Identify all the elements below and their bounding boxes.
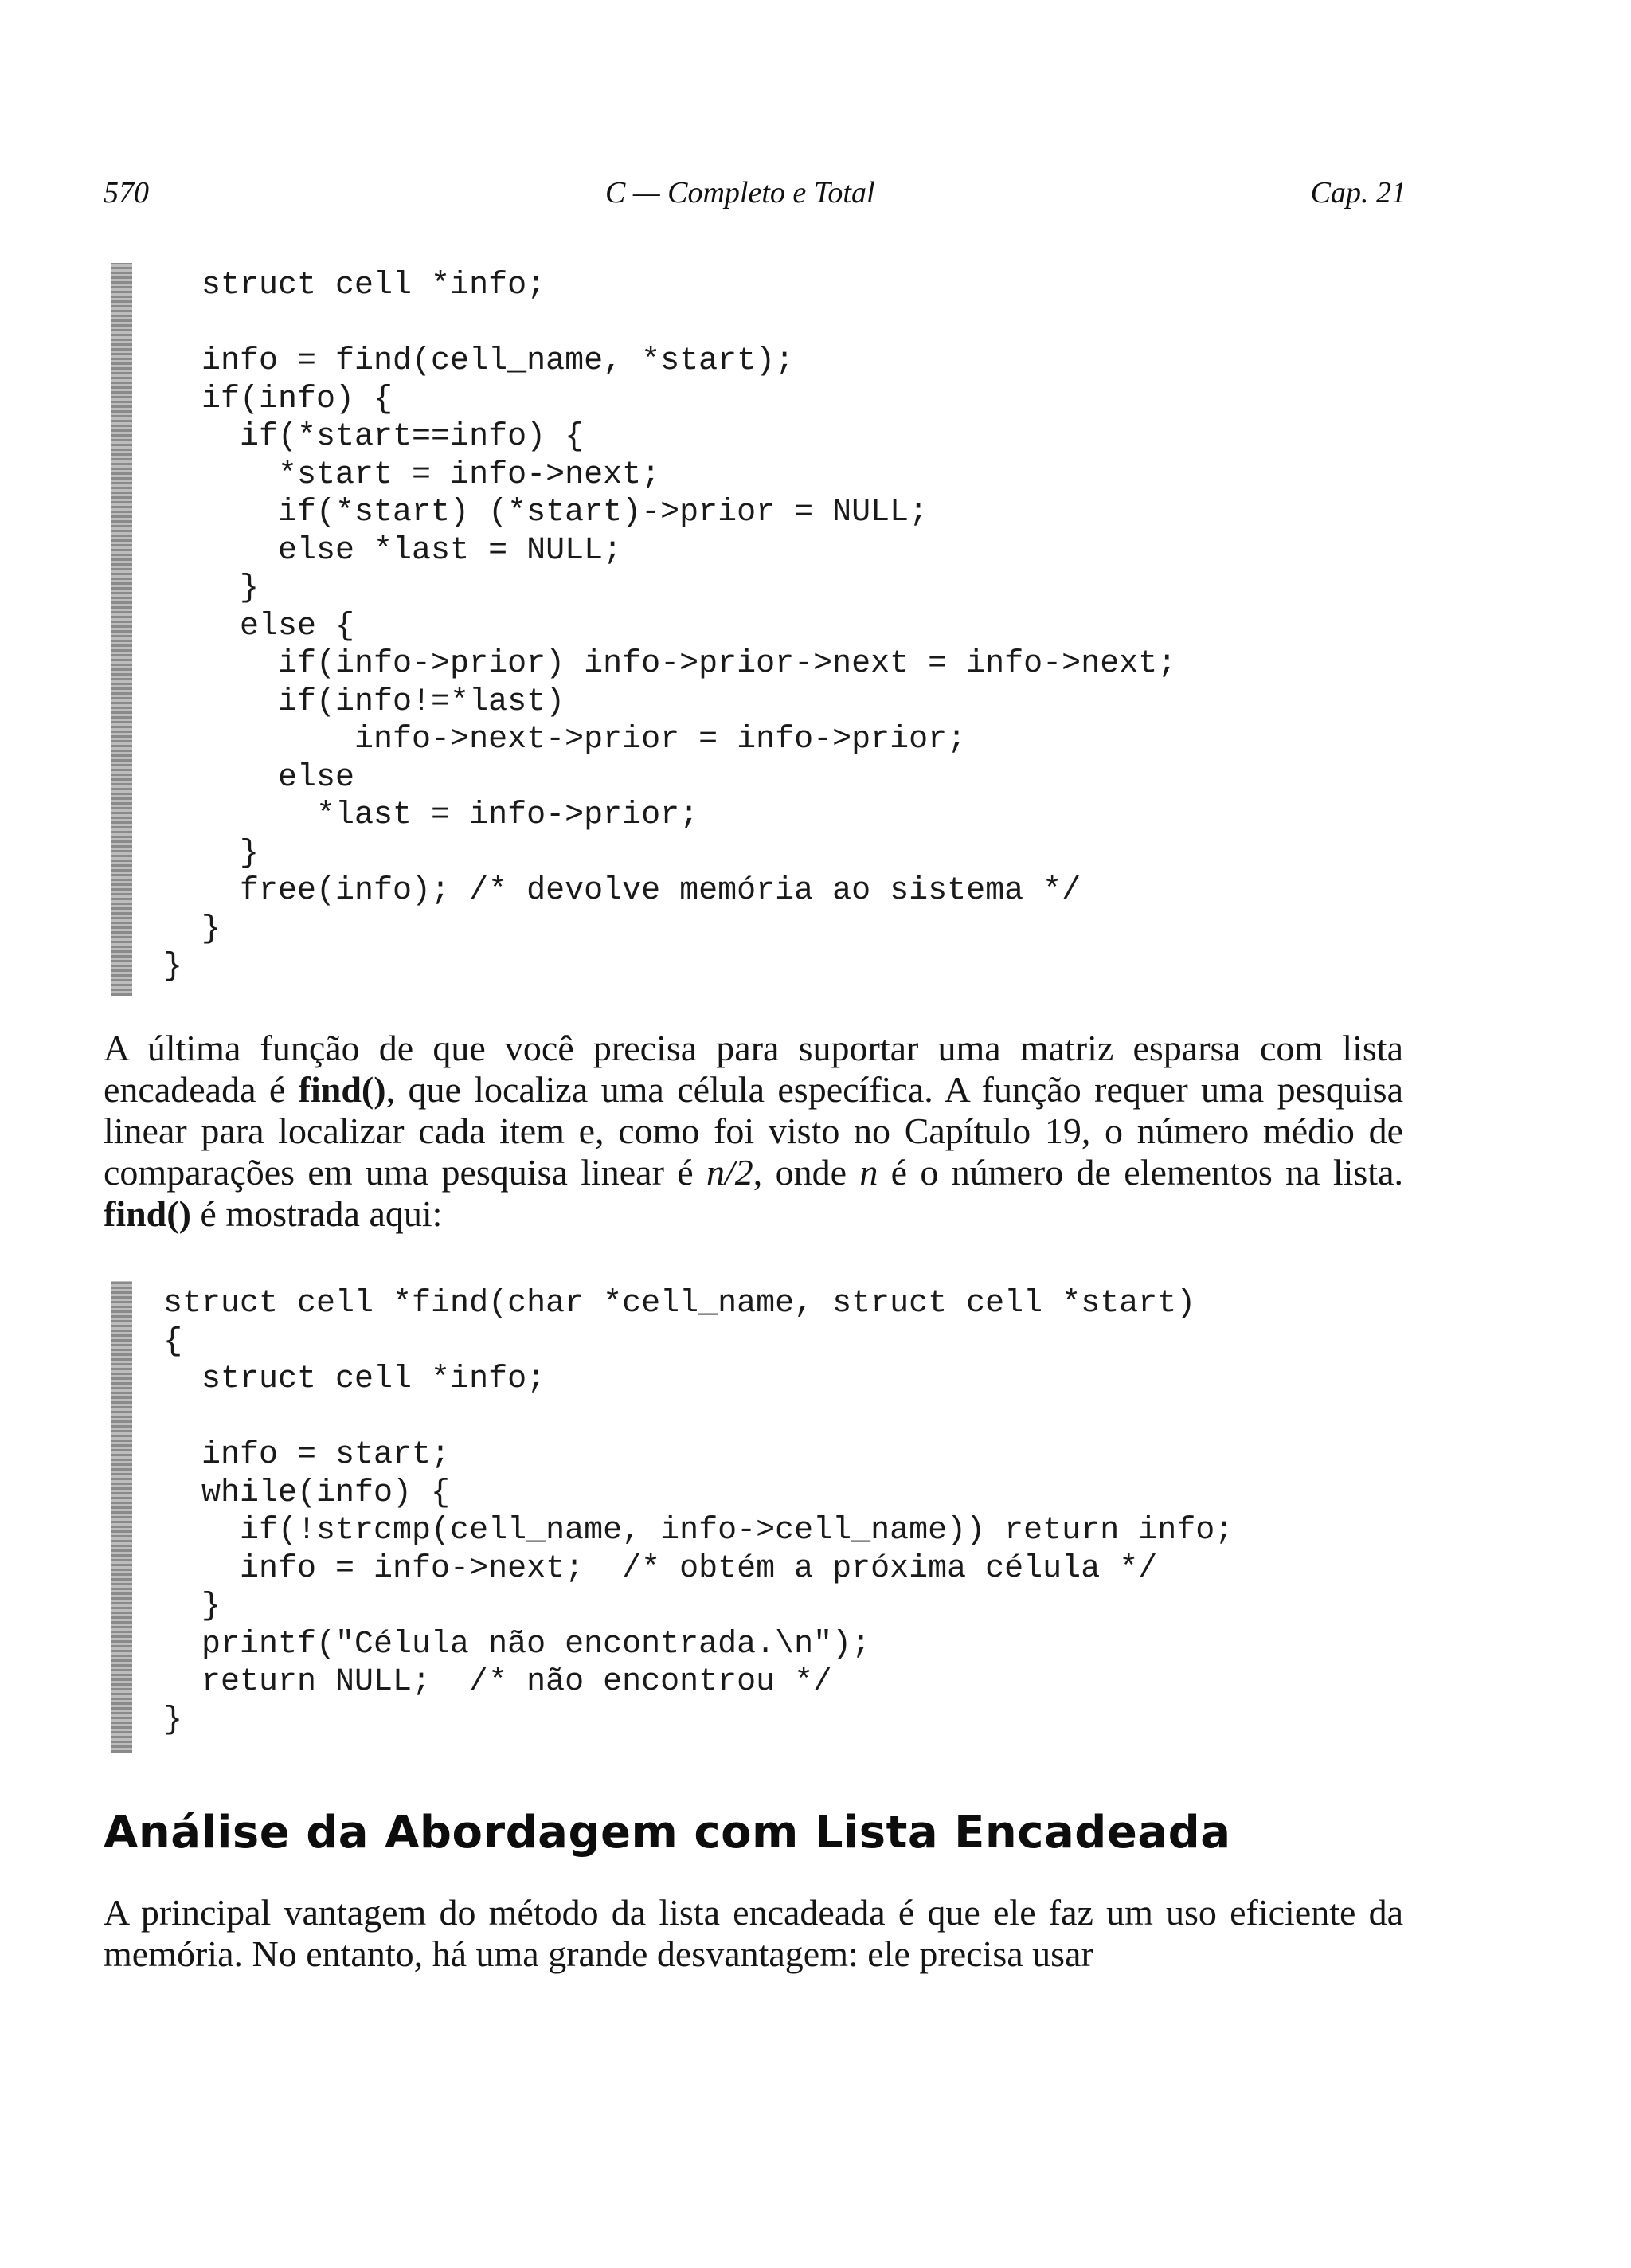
code-line: } xyxy=(163,570,260,606)
math-expression: n/2 xyxy=(706,1152,753,1193)
code-line: return NULL; /* não encontrou */ xyxy=(163,1664,833,1700)
code-line: if(info!=*last) xyxy=(163,684,565,720)
code-line: struct cell *info; xyxy=(163,268,546,304)
code-line: printf("Célula não encontrada.\n"); xyxy=(163,1626,871,1663)
math-variable: n xyxy=(859,1152,878,1193)
code-line: } xyxy=(163,949,183,985)
function-name-find: find() xyxy=(298,1069,386,1110)
paragraph-text: , que localiza uma célula específica. A função requer uma pesquisa linear para localizar cada item e, como foi visto no Capítulo 19, o número médio de comparações em uma pesquisa linear é xyxy=(104,1069,1403,1193)
code-line: info = info->next; /* obtém a próxima célula */ xyxy=(163,1550,1158,1587)
code-line: if(*start==info) { xyxy=(163,419,585,455)
code-line: if(*start) (*start)->prior = NULL; xyxy=(163,495,929,531)
code-margin-bar xyxy=(111,1281,132,1753)
code-line: else xyxy=(163,759,355,796)
code-line: } xyxy=(163,1702,183,1738)
code-line: else { xyxy=(163,608,355,644)
body-paragraph-analysis: A principal vantagem do método da lista encadeada é que ele faz um uso eficiente da memória. No entanto, há uma grande desvantagem: ele precisa usar xyxy=(104,1892,1403,1974)
paragraph-text: A última função de que você precisa para suportar uma matriz esparsa com lista encadeada é xyxy=(104,1028,1403,1110)
paragraph-text: , onde xyxy=(753,1152,860,1193)
chapter-label: Cap. 21 xyxy=(1310,176,1406,210)
page-number: 570 xyxy=(104,176,149,210)
code-line: free(info); /* devolve memória ao sistema */ xyxy=(163,873,1081,909)
function-name-find: find() xyxy=(104,1193,191,1234)
body-paragraph-find xyxy=(104,1028,1403,1235)
code-line: struct cell *info; xyxy=(163,1361,546,1397)
book-title: C — Completo e Total xyxy=(605,176,875,210)
code-line: info = find(cell_name, *start); xyxy=(163,343,795,379)
code-line: while(info) { xyxy=(163,1475,451,1511)
code-line: else *last = NULL; xyxy=(163,532,623,569)
code-line: } xyxy=(163,835,260,872)
code-line: } xyxy=(163,1588,221,1624)
code-block-delete xyxy=(163,267,1176,986)
code-line: struct cell *find(char *cell_name, struct cell *start) xyxy=(163,1286,1196,1322)
section-heading: Análise da Abordagem com Lista Encadeada xyxy=(104,1807,1231,1859)
code-block-find xyxy=(163,1285,1234,1739)
code-line: *start = info->next; xyxy=(163,456,661,493)
running-header xyxy=(0,175,1631,223)
code-line: if(info) { xyxy=(163,381,393,417)
paragraph-text: é mostrada aqui: xyxy=(190,1193,443,1234)
code-line: if(!strcmp(cell_name, info->cell_name)) return info; xyxy=(163,1513,1234,1549)
code-line: if(info->prior) info->prior->next = info->next; xyxy=(163,646,1177,682)
code-line: { xyxy=(163,1323,183,1360)
code-margin-bar xyxy=(111,263,132,996)
code-line: info->next->prior = info->prior; xyxy=(163,722,967,758)
paragraph-text: é o número de elementos na lista. xyxy=(878,1152,1404,1193)
code-line: *last = info->prior; xyxy=(163,797,699,833)
code-line: } xyxy=(163,911,221,947)
code-line: info = start; xyxy=(163,1437,451,1473)
